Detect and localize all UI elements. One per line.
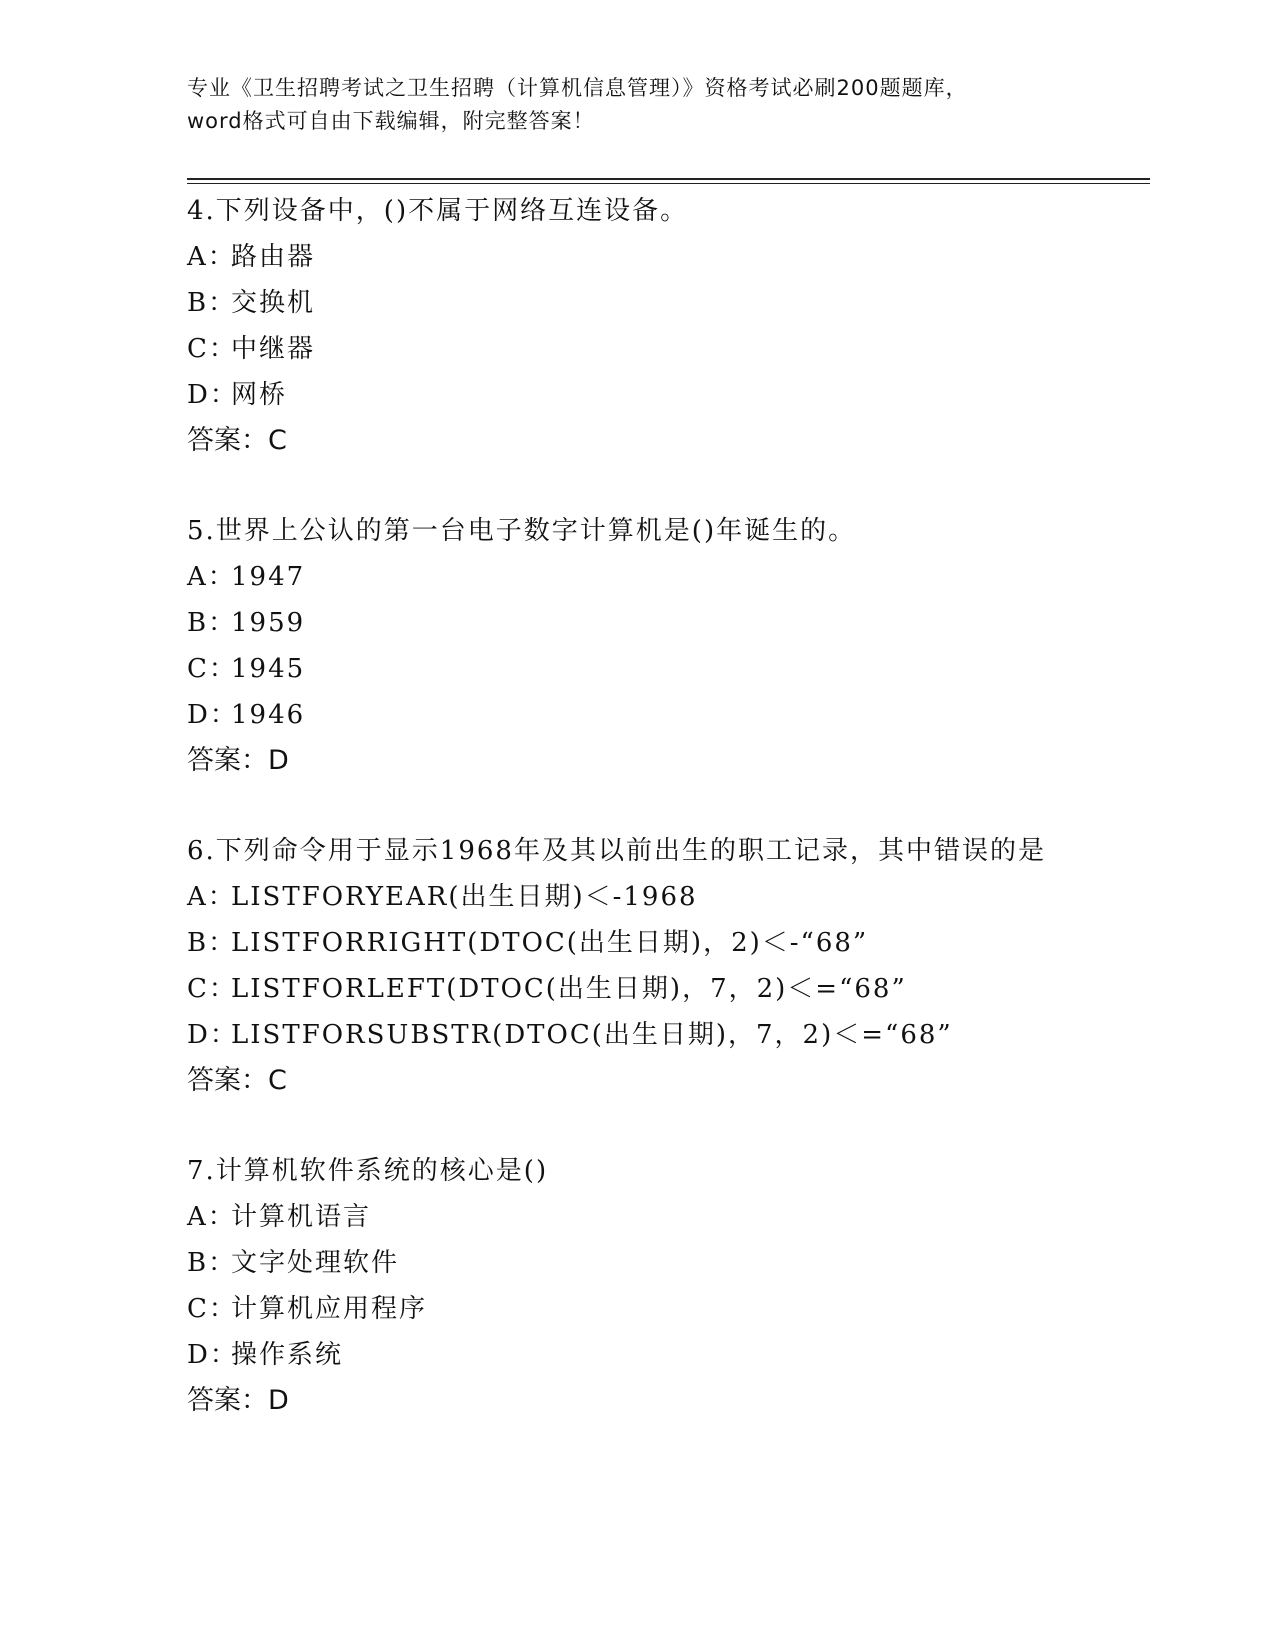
option-text: 1947 bbox=[231, 562, 306, 592]
answer-line: 答案：D bbox=[187, 1385, 289, 1416]
option-text: 操作系统 bbox=[231, 1340, 344, 1370]
option-key: B： bbox=[187, 608, 237, 638]
question-7 bbox=[187, 1148, 1187, 1468]
option-key: D： bbox=[187, 1020, 238, 1050]
option-b bbox=[187, 600, 1187, 646]
option-key: A： bbox=[187, 242, 236, 272]
option-key: B： bbox=[187, 928, 237, 958]
option-text: 交换机 bbox=[231, 288, 316, 318]
option-text: 1959 bbox=[231, 608, 306, 638]
question-text: 6.下列命令用于显示1968年及其以前出生的职工记录，其中错误的是 bbox=[187, 836, 1046, 866]
option-d bbox=[187, 692, 1187, 738]
option-text: LISTFORLEFT(DTOC(出生日期)，7，2)＜=“68” bbox=[231, 974, 907, 1004]
option-key: C： bbox=[187, 974, 237, 1004]
option-a bbox=[187, 874, 1187, 920]
option-c bbox=[187, 326, 1187, 372]
answer-line: 答案：C bbox=[187, 1065, 287, 1096]
option-text: 文字处理软件 bbox=[231, 1248, 400, 1278]
question-4 bbox=[187, 188, 1187, 508]
option-a bbox=[187, 1194, 1187, 1240]
option-text: LISTFORYEAR(出生日期)＜-1968 bbox=[231, 882, 698, 912]
option-key: D： bbox=[187, 1340, 238, 1370]
option-text: 计算机语言 bbox=[231, 1202, 372, 1232]
answer-line: 答案：C bbox=[187, 425, 287, 456]
option-text: 网桥 bbox=[231, 380, 288, 410]
question-6 bbox=[187, 828, 1187, 1148]
option-key: B： bbox=[187, 288, 237, 318]
option-key: C： bbox=[187, 1294, 237, 1324]
option-b bbox=[187, 1240, 1187, 1286]
option-key: A： bbox=[187, 1202, 236, 1232]
option-key: D： bbox=[187, 700, 238, 730]
option-text: 中继器 bbox=[231, 334, 316, 364]
option-c bbox=[187, 1286, 1187, 1332]
header-line-1: 专业《卫生招聘考试之卫生招聘（计算机信息管理）》资格考试必刷200题题库， bbox=[187, 76, 968, 100]
option-d bbox=[187, 372, 1187, 418]
option-b bbox=[187, 920, 1187, 966]
question-text: 4.下列设备中，()不属于网络互连设备。 bbox=[187, 196, 689, 226]
option-text: 计算机应用程序 bbox=[231, 1294, 428, 1324]
option-d bbox=[187, 1332, 1187, 1378]
option-key: A： bbox=[187, 562, 236, 592]
option-text: 1946 bbox=[231, 700, 306, 730]
option-a bbox=[187, 234, 1187, 280]
question-5 bbox=[187, 508, 1187, 828]
header-divider-thin bbox=[187, 183, 1150, 184]
question-text: 5.世界上公认的第一台电子数字计算机是()年诞生的。 bbox=[187, 516, 857, 546]
option-text: 1945 bbox=[231, 654, 306, 684]
option-text: LISTFORSUBSTR(DTOC(出生日期)，7，2)＜=“68” bbox=[231, 1020, 953, 1050]
document-header bbox=[187, 72, 1087, 138]
option-c bbox=[187, 646, 1187, 692]
option-c bbox=[187, 966, 1187, 1012]
option-b bbox=[187, 280, 1187, 326]
option-key: B： bbox=[187, 1248, 237, 1278]
option-key: A： bbox=[187, 882, 236, 912]
option-text: 路由器 bbox=[231, 242, 316, 272]
answer-line: 答案：D bbox=[187, 745, 289, 776]
option-d bbox=[187, 1012, 1187, 1058]
option-key: C： bbox=[187, 334, 237, 364]
header-line-2: word格式可自由下载编辑，附完整答案！ bbox=[187, 109, 595, 133]
header-divider-thick bbox=[187, 178, 1150, 180]
question-text: 7.计算机软件系统的核心是() bbox=[187, 1156, 549, 1186]
option-text: LISTFORRIGHT(DTOC(出生日期)，2)＜-“68” bbox=[231, 928, 869, 958]
option-key: D： bbox=[187, 380, 238, 410]
question-list bbox=[187, 188, 1187, 1468]
option-key: C： bbox=[187, 654, 237, 684]
option-a bbox=[187, 554, 1187, 600]
